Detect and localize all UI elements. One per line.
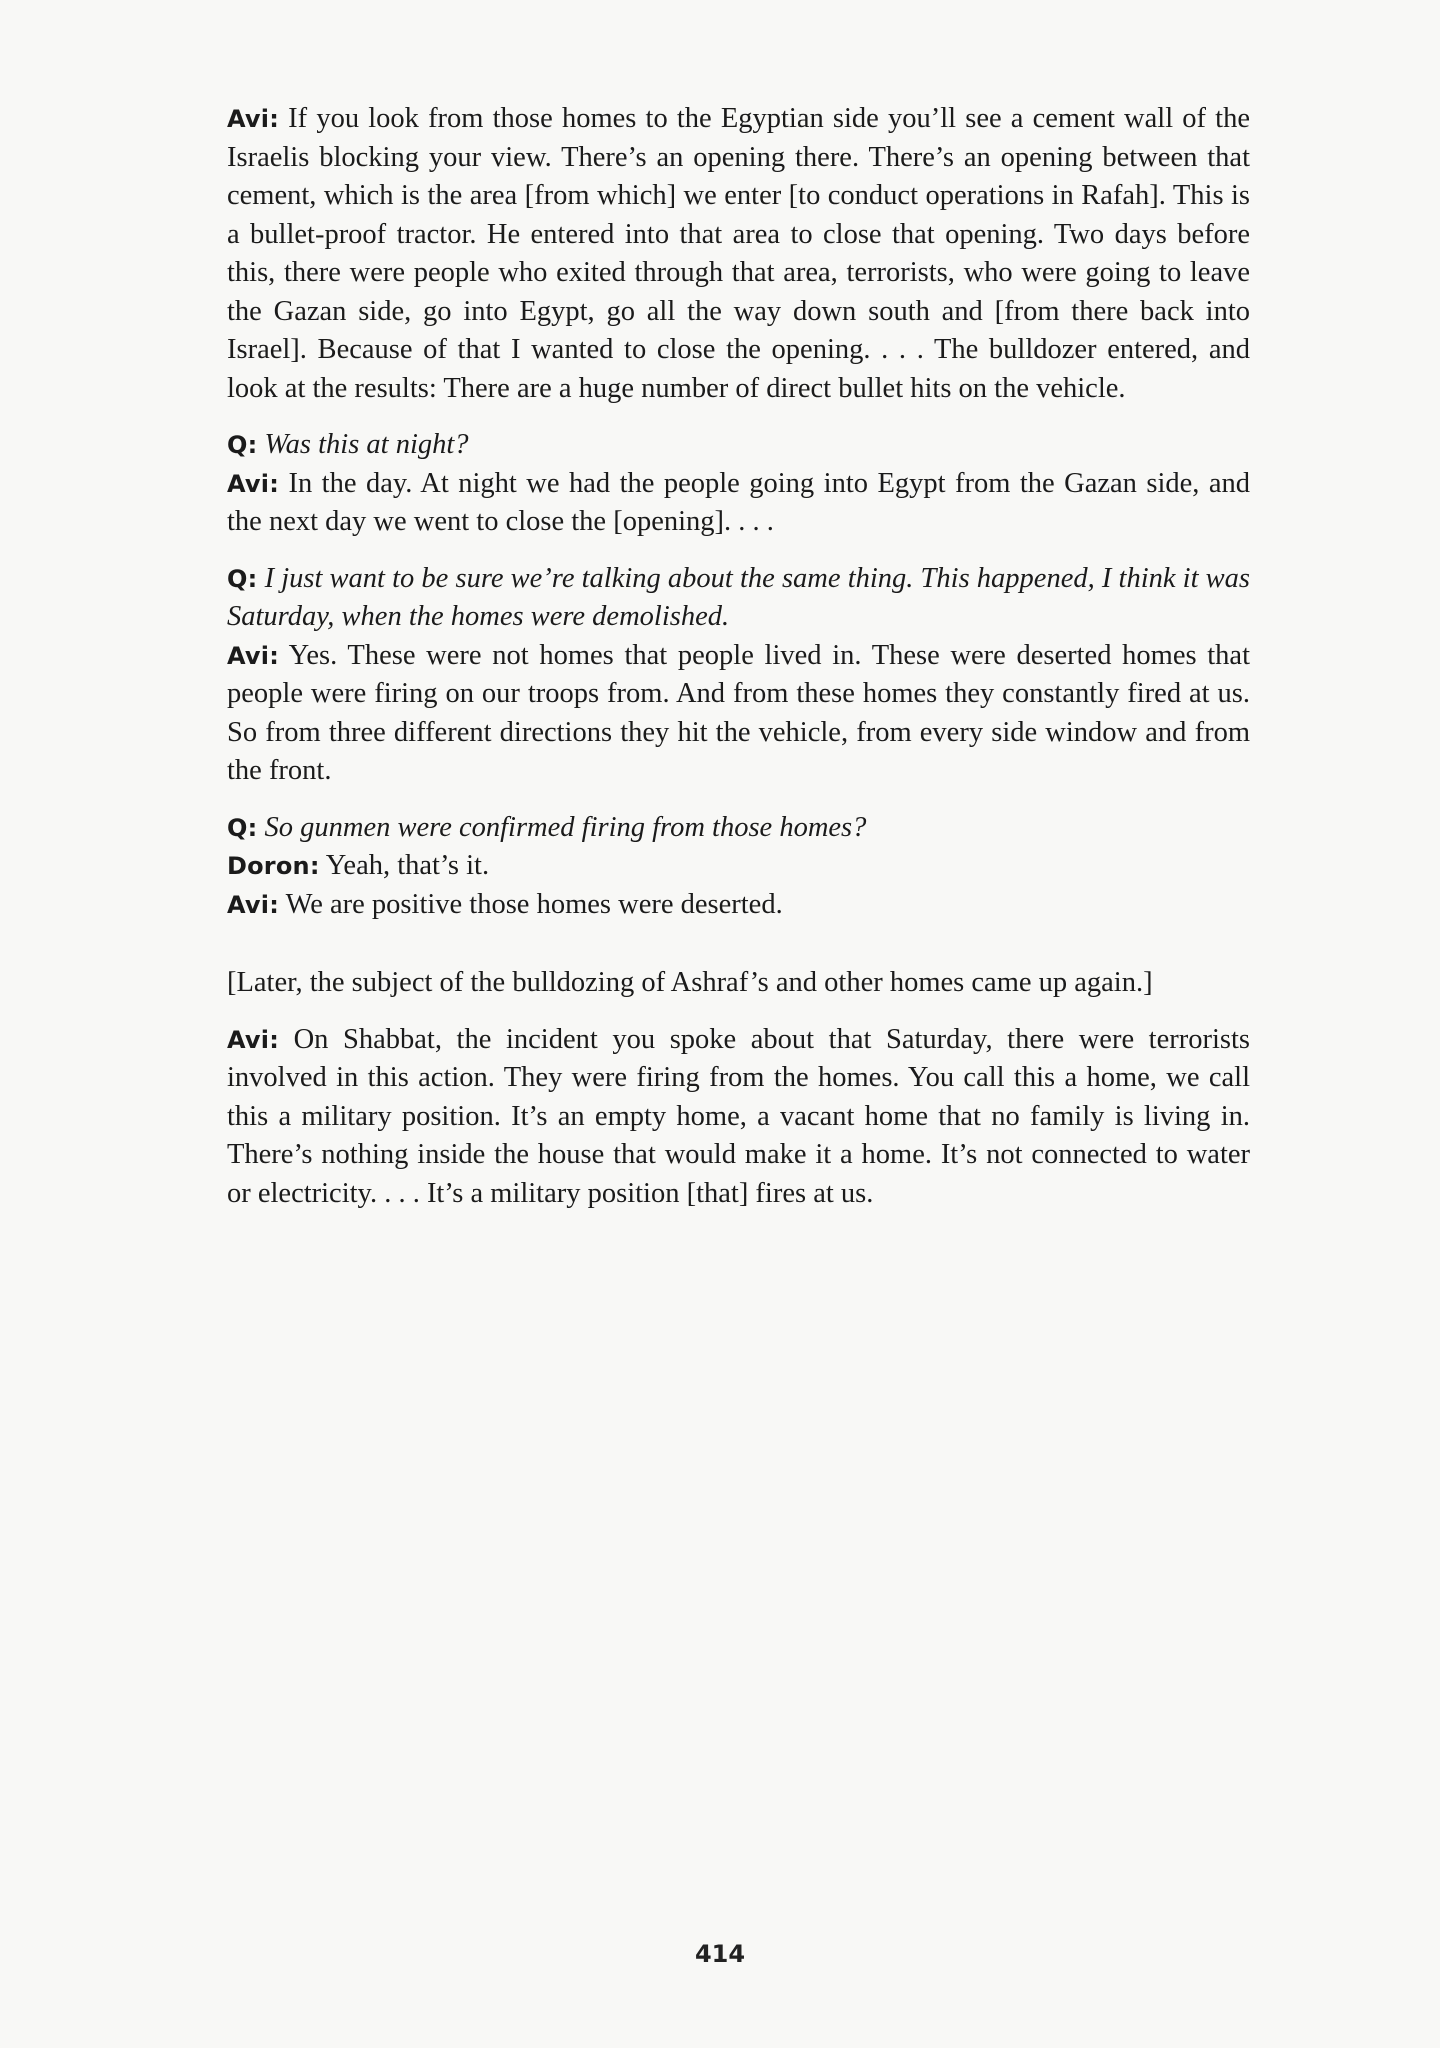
transcript-paragraph (227, 847, 1250, 886)
dialogue-text: If you look from those homes to the Egyptian side you’ll see a cement wall of the Israelis blocking your view. There’s an opening there. There’s an opening between that cement, which is the area [from which] we enter [to conduct operations in Rafah]. This is a bullet-proof tractor. He entered into that area to close that opening. Two days before this, there were people who exited through that area, terrorists, who were going to leave the Gazan side, go into Egypt, go all the way down south and [from there back into Israel]. Because of that I wanted to close the opening. . . . The bulldozer entered, and look at the results: There are a huge number of direct bullet hits on the vehicle. (227, 103, 1251, 404)
page-number: 414 (694, 1940, 746, 1968)
speaker-label: Avi: (227, 641, 279, 670)
dialogue-text: On Shabbat, the incident you spoke about that Saturday, there were terrorists involved in this action. They were firing from the homes. You call this a home, we call this a military position. It’s an empty home, a vacant home that no family is living in. There’s nothing inside the house that would make it a home. It’s not connected to water or electricity. . . . It’s a military position [that] fires at us. (227, 1023, 1250, 1209)
speaker-label: Avi: (227, 1025, 279, 1054)
transcript-paragraph (227, 637, 1250, 791)
editorial-note: [Later, the subject of the bulldozing of Ashraf’s and other homes came up again.] (227, 967, 1153, 998)
question-text: I just want to be sure we’re talking about the same thing. This happened, I think it was Saturday, when the homes were demolished. (227, 562, 1250, 632)
dialogue-text: Yes. These were not homes that people lived in. These were deserted homes that people were firing on our troops from. And from these homes they constantly fired at us. So from three different directions they hit the vehicle, from every side window and from the front. (227, 639, 1250, 786)
speaker-label: Avi: (227, 105, 279, 133)
transcript-body (227, 100, 1250, 1213)
transcript-paragraph (227, 886, 1250, 925)
transcript-paragraph (227, 100, 1250, 408)
dialogue-text: Yeah, that’s it. (325, 850, 490, 881)
question-text: So gunmen were confirmed firing from those homes? (264, 811, 867, 843)
speaker-label: Q: (227, 813, 258, 842)
dialogue-text: We are positive those homes were deserted. (285, 888, 783, 920)
transcript-paragraph (227, 1021, 1250, 1214)
transcript-paragraph (227, 809, 1250, 848)
transcript-paragraph (227, 426, 1250, 465)
speaker-label: Q: (227, 564, 258, 593)
speaker-label: Avi: (227, 469, 279, 498)
speaker-label: Doron: (227, 852, 320, 880)
speaker-label: Q: (227, 431, 258, 459)
transcript-paragraph (227, 465, 1250, 542)
transcript-paragraph (227, 560, 1250, 637)
speaker-label: Avi: (227, 890, 279, 919)
dialogue-text: In the day. At night we had the people going into Egypt from the Gazan side, and the next day we went to close the [opening]. . . . (227, 467, 1250, 537)
question-text: Was this at night? (264, 429, 469, 460)
